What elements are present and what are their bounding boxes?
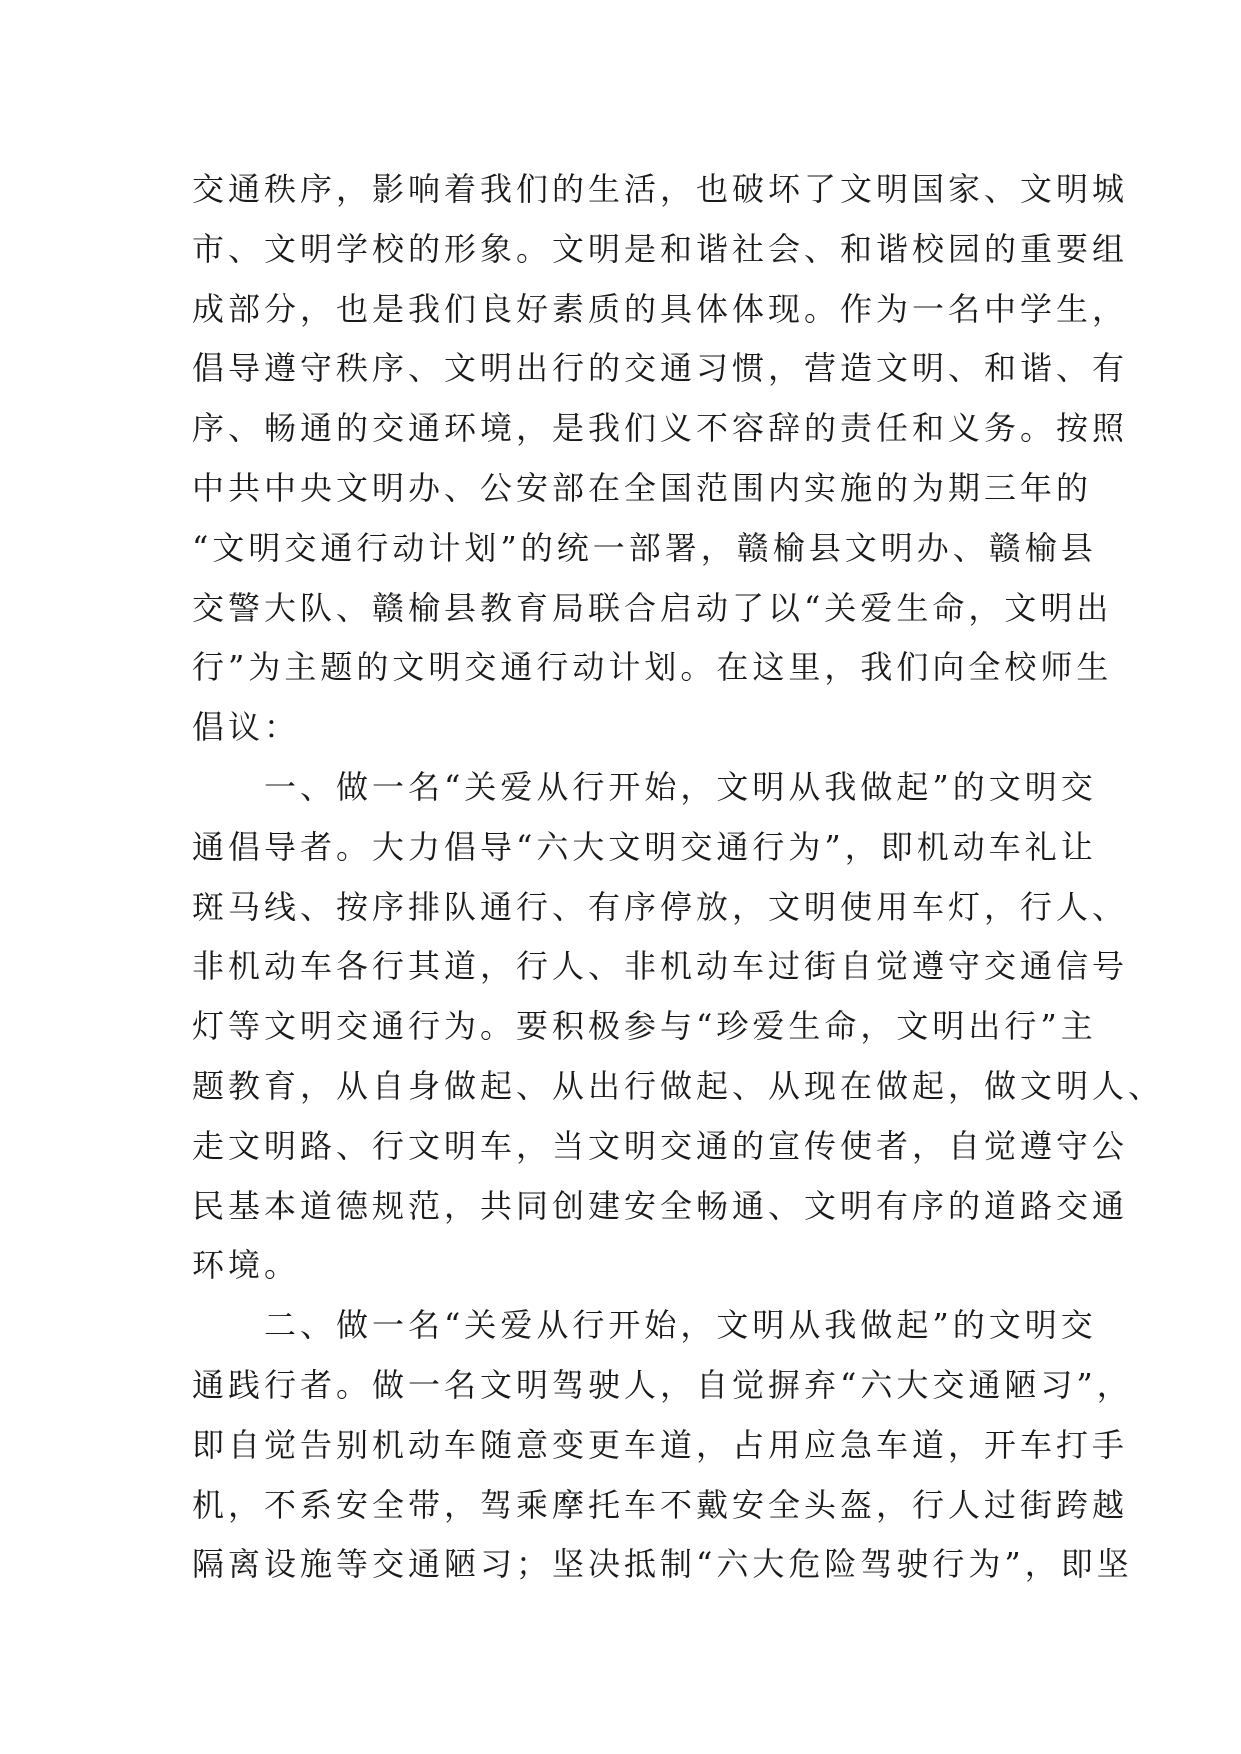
text-line: 中共中央文明办、公安部在全国范围内实施的为期三年的 <box>192 468 1093 507</box>
text-line: 环境。 <box>192 1246 301 1285</box>
text-line: 交警大队、赣榆县教育局联合启动了以“关爱生命，文明出 <box>192 588 1113 627</box>
text-line: 行”为主题的文明交通行动计划。在这里，我们向全校师生 <box>192 648 1113 687</box>
text-line: 成部分，也是我们良好素质的具体体现。作为一名中学生， <box>192 289 1129 328</box>
document-body <box>192 160 1165 1595</box>
text-line: “文明交通行动计划”的统一部署，赣榆县文明办、赣榆县 <box>192 528 1097 567</box>
text-line: 倡议： <box>192 708 301 747</box>
text-line: 题教育，从自身做起、从出行做起、从现在做起，做文明人、 <box>192 1066 1165 1105</box>
text-line: 通践行者。做一名文明驾驶人，自觉摒弃“六大交通陋习”， <box>192 1365 1133 1404</box>
text-line: 交通秩序，影响着我们的生活，也破坏了文明国家、文明城 <box>192 170 1129 208</box>
text-line: 隔离设施等交通陋习；坚决抵制“六大危险驾驶行为”，即坚 <box>192 1545 1133 1584</box>
text-line: 民基本道德规范，共同创建安全畅通、文明有序的道路交通 <box>192 1186 1129 1225</box>
text-line: 机，不系安全带，驾乘摩托车不戴安全头盔，行人过街跨越 <box>192 1485 1129 1524</box>
text-line: 即自觉告别机动车随意变更车道，占用应急车道，开车打手 <box>192 1425 1129 1464</box>
text-line: 斑马线、按序排队通行、有序停放，文明使用车灯，行人、 <box>192 887 1129 926</box>
text-line: 序、畅通的交通环境，是我们义不容辞的责任和义务。按照 <box>192 409 1129 448</box>
text-line: 灯等文明交通行为。要积极参与“珍爱生命，文明出行”主 <box>192 1007 1097 1046</box>
text-line: 市、文明学校的形象。文明是和谐社会、和谐校园的重要组 <box>192 229 1129 268</box>
text-line: 倡导遵守秩序、文明出行的交通习惯，营造文明、和谐、有 <box>192 349 1129 388</box>
paragraph-start-line: 二、做一名“关爱从行开始，文明从我做起”的文明交 <box>264 1306 1097 1345</box>
text-line: 通倡导者。大力倡导“六大文明交通行为”，即机动车礼让 <box>192 827 1097 866</box>
paragraph-start-line: 一、做一名“关爱从行开始，文明从我做起”的文明交 <box>264 767 1097 806</box>
text-line: 非机动车各行其道，行人、非机动车过街自觉遵守交通信号 <box>192 947 1129 986</box>
text-line: 走文明路、行文明车，当文明交通的宣传使者，自觉遵守公 <box>192 1126 1129 1165</box>
